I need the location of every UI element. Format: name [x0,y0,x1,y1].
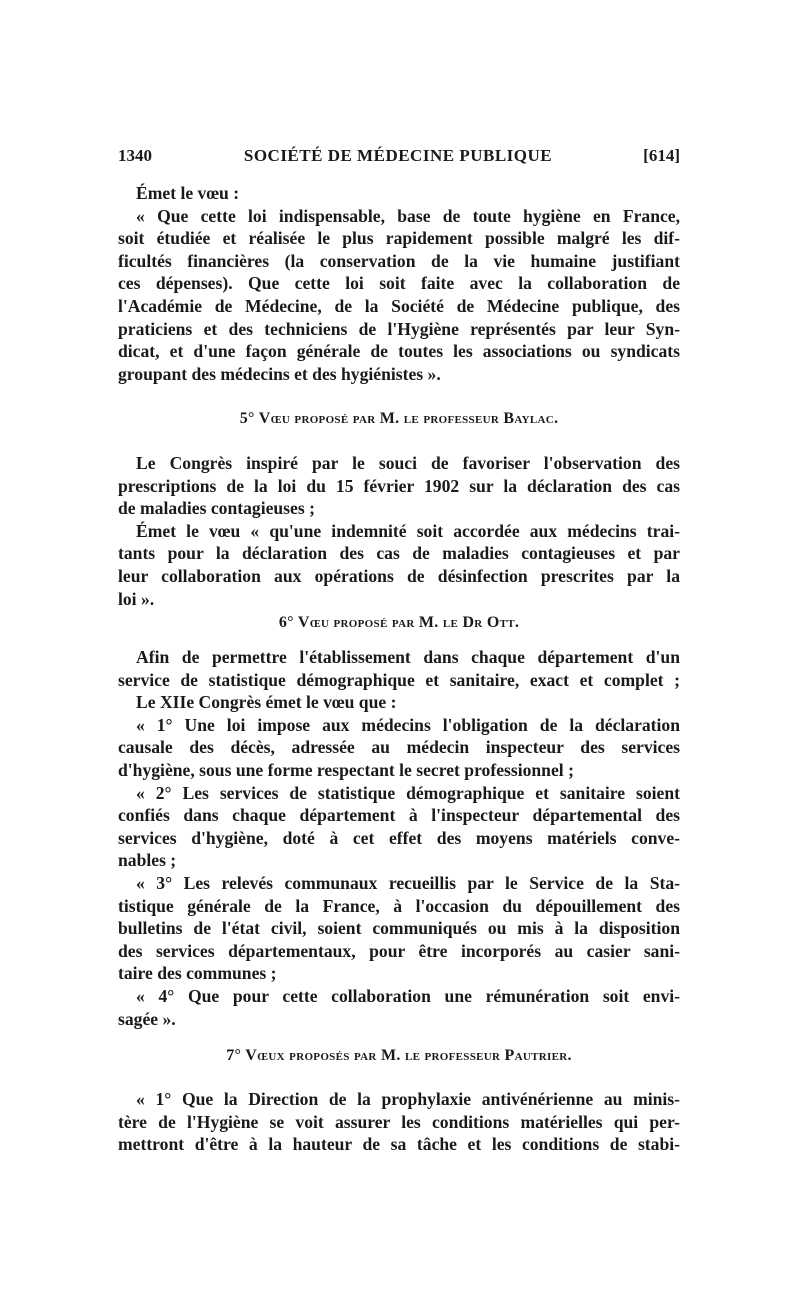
text-line: leur collaboration aux opérations de désinfection prescrites par la [118,565,680,586]
section-heading-6: 6° Vœu proposé par M. le Dr Ott. [278,614,520,631]
page-header [118,146,678,168]
text-line: bulletins de l'état civil, soient communiqués ou mis à la disposition [118,918,680,939]
text-line: praticiens et des techniciens de l'Hygiène représentés par leur Syn- [118,318,680,339]
text-line: sagée ». [118,1008,176,1029]
baylac-vow-text [118,452,680,610]
text-line: « 3° Les relevés communaux recueillis par le Service de la Sta- [136,872,680,893]
text-line: tants pour la déclaration des cas de maladies contagieuses et par [118,543,680,564]
text-line: « Que cette loi indispensable, base de toute hygiène en France, [136,205,680,226]
text-line: prescriptions de la loi du 15 février 1902 sur la déclaration des cas [118,475,680,496]
text-line: services d'hygiène, doté à cet effet des moyens matériels conve- [118,827,680,848]
text-line: loi ». [118,588,155,609]
text-line: tère de l'Hygiène se voit assurer les conditions matérielles qui per- [118,1111,680,1132]
text-line: « 1° Une loi impose aux médecins l'obligation de la déclaration [136,714,680,735]
text-line: Émet le vœu : [136,183,240,203]
text-line: dicat, et d'une façon générale de toutes les associations ou syndicats [118,341,680,362]
text-line: confiés dans chaque département à l'inspecteur départemental des [118,805,680,826]
text-line: Émet le vœu « qu'une indemnité soit accordée aux médecins trai- [136,520,680,541]
ott-vow-text [118,646,680,1030]
text-line: Afin de permettre l'établissement dans chaque département d'un [136,647,680,667]
text-line: « 2° Les services de statistique démographique et sanitaire soient [136,782,680,803]
section-heading-5: 5° Vœu proposé par M. le professeur Baylac. [239,410,559,427]
text-line: service de statistique démographique et sanitaire, exact et complet ; [118,669,680,690]
page-reference: [614] [643,146,680,165]
section-heading-7: 7° Vœux proposés par M. le professeur Pautrier. [226,1047,572,1064]
resolution-text [118,182,680,385]
text-line: Le Congrès inspiré par le souci de favoriser l'observation des [136,453,680,473]
text-line: nables ; [118,850,177,871]
text-line: des services départementaux, pour être incorporés au casier sani- [118,940,680,961]
text-line: groupant des médecins et des hygiénistes ». [118,363,441,384]
text-line: Le XIIe Congrès émet le vœu que : [136,692,397,713]
pautrier-vow-text [118,1088,680,1156]
running-title: SOCIÉTÉ DE MÉDECINE PUBLIQUE [243,146,553,165]
text-line: taire des communes ; [118,963,277,984]
text-line: soit étudiée et réalisée le plus rapidement possible malgré les dif- [118,228,680,249]
text-line: « 4° Que pour cette collaboration une rémunération soit envi- [136,985,680,1006]
page-number: 1340 [118,146,152,165]
text-line: tistique générale de la France, à l'occasion du dépouillement des [118,895,680,916]
text-line: ces dépenses). Que cette loi soit faite avec la collaboration de [118,273,680,294]
text-line: d'hygiène, sous une forme respectant le secret professionnel ; [118,759,574,780]
text-line: l'Académie de Médecine, de la Société de Médecine publique, des [118,295,680,316]
text-line: « 1° Que la Direction de la prophylaxie antivénérienne au minis- [136,1089,680,1109]
text-line: causale des décès, adressée au médecin inspecteur des services [118,737,680,758]
text-line: ficultés financières (la conservation de la vie humaine justifiant [118,250,680,271]
text-line: mettront d'être à la hauteur de sa tâche et les conditions de stabi- [118,1134,680,1155]
text-line: de maladies contagieuses ; [118,498,315,519]
